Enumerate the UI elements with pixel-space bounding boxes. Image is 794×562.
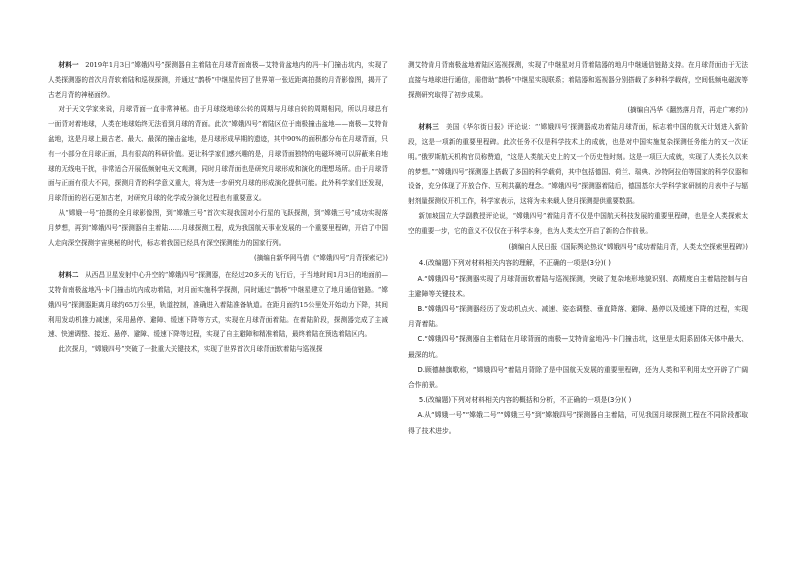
material-three-paragraph-2: 新加坡国立大学副教授评论说，“嫦娥四号”着陆月背不仅是中国航天科技发展的重要里程碑，也是全人类探索太空的重要一步，它的意义不仅仅在于科学本身，也为人类太空开启了新的合作前景。 [408,211,748,235]
material-three-intro [408,120,748,209]
left-column [48,58,388,357]
material-two-paragraph-2: 此次探月，“嫦娥四号”突破了一批重大关键技术，实现了世界首次月球背面软着陆与巡视探 [58,345,323,354]
right-column [408,58,748,439]
material-three-text: 美国《华尔街日报》评论说：“‘嫦娥四号’探测器成功着陆月球背面，标志着中国的航天计划进入新阶段，这是一项新的重要里程碑。此次任务不仅是科学技术上的成就，也是对中国实施复杂探测任务能力的又一次证明。”俄罗斯航天机构官员称赞道，“这是人类航天史上的又一个历史性时刻。这是一项巨大成就，实现了人类长久以来的梦想。”“嫦娥四号”探测器上搭载了多国的科学载荷，其中包括德国、荷兰、瑞典、沙特阿拉伯等国家的科学仪器和设备，充分体现了开放合作、互利共赢的理念。“嫦娥四号”探测器着陆后，德国基尔大学科学家研制的月表中子与辐射剂量探测仪开机工作，科学家表示，这将为未来载人登月探测提供重要数据。 [408,123,748,206]
question-4-option-c: C.“嫦娥四号”探测器自主着陆在月球背面的南极—艾特肯盆地冯·卡门撞击坑，这里是太阳系固体天体中最大、最深的坑。 [408,335,748,359]
question-4: 4.(改编题)下列对材料相关内容的理解，不正确的一项是(3分)( ) [418,259,611,268]
question-4-option-b: B.“嫦娥四号”探测器经历了发动机点火、减速、姿态调整、垂直降落、避障、悬停以及缓速下降的过程，实现月背着陆。 [408,304,748,329]
question-4-option-a: A.“嫦娥四号”探测器实现了月球背面软着陆与巡视探测，突破了复杂地形地貌识别、高精度自主着陆控制与自主避障等关键技术。 [408,274,748,298]
question-4-option-d: D.顾德赫旗歌称，“嫦娥四号”着陆月背除了是中国航天发展的重要里程碑，还为人类和平利用太空开辟了广阔合作前景。 [408,365,748,389]
material-one-text: 2019年1月3日“嫦娥四号”探测器自主着陆在月球背面南极—艾特肯盆地内的冯·卡门撞击坑内，实现了人类探测器的首次月背软着陆和巡视探测，并通过“鹊桥”中继星传回了世界第一张近距离拍摄的月背影像图，揭开了古老月背的神秘面纱。 [48,61,389,99]
material-two-label: 材料二 [58,271,79,280]
material-two-intro [48,268,388,342]
material-three-source: (摘编自人民日报《国际舆论热议“嫦娥四号”成功着陆月背，人类太空探索里程碑》) [508,242,748,251]
material-one-label: 材料一 [58,61,79,69]
material-one-paragraph-3: 从“嫦娥一号”拍摄的全月球影像图，到“嫦娥三号”首次实现我国对小行星的飞跃探测，到“嫦娥三号”成功实现落月梦想，再到“嫦娥四号”探测器自主着陆……月球探测工程，成为我国航天事业发展的一个重要里程碑，开启了中国人走向深空探测宇宙奥秘的时代，标志着我国已经具有深空探测能力的国家行列。 [48,208,388,247]
material-two-source: (摘编自冯华《翻然落月背，再走广寒约》) [627,106,748,115]
question-5: 5.(改编题)下列对材料相关内容的概括和分析，不正确的一项是(3分)( ) [418,396,632,405]
material-one-paragraph-2: 对于天文学家来说，月球背面一直非常神秘。由于月球绕地球公转的周期与月球自转的周期相同，所以月球总有一面背对着地球，人类在地球始终无法看到月球的背面。此次“嫦娥四号”着陆区位于南极撞击盆地——南极—艾特肯盆地，这是月球上最古老、最大、最深的撞击盆地，是月球形成早期的遗迹，其中90%的面积都分布在月球背面，只有一小部分在月球正面，具有很高的科研价值。更让科学家们感兴趣的是，月球背面独特的电磁环境可以屏蔽来自地球的无线电干扰，非常适合开展低频射电天文观测，同时月球背面也是研究月球形成和演化的理想场所。由于月球背面与正面有很大不同，探测月背的科学意义重大，将为进一步研究月球的形成演化提供可能。此外科学家们还发现，月球背面的岩石更加古老，对研究月球的化学成分演化过程也有重要意义。 [48,105,388,203]
material-two-text: 从西昌卫星发射中心升空的“嫦娥四号”探测器，在经过20多天的飞行后，于当地时间1月3日的地面前—艾特肯南极盆地冯·卡门撞击坑内成功着陆，对月面实施科学探测，同时通过“鹊桥”中继星建立了地月通信链路。“嫦娥四号”探测器距离月球约65万公里，轨道控制，准确进入着陆准备轨道。在距月面约15公里处开始动力下降，其间利用发动机推力减速，采用悬停、避障、缓速下降等方式，实现在月球背面着陆。在着陆阶段，探测器完成了主减速、快速调整、接近、悬停、避障、缓速下降等过程，实现了自主避障和精准着陆，最终着陆在预选着陆区内。 [48,271,389,339]
material-three-label: 材料三 [418,123,440,132]
material-one-intro [48,58,388,102]
material-two-continued: 测艾特肯月背南极盆地着陆区巡视探测，实现了中继星对月背着陆器的地月中继通信链路支持。在月球背面由于无法直接与地球进行通信，需借助“鹊桥”中继星实现联系；着陆器和巡视器分别搭载了多种科学载荷，空间低频电磁波等探测研究取得了初步成果。 [408,61,748,99]
material-one-source: (摘编自新华网马倩《“嫦娥四号”月背探索记》) [254,254,388,263]
question-5-option-a: A.从“嫦娥一号”“嫦娥二号”“嫦娥三号”到“嫦娥四号”探测器自主着陆，可见我国月球探测工程在不同阶段都取得了技术进步。 [408,411,748,435]
